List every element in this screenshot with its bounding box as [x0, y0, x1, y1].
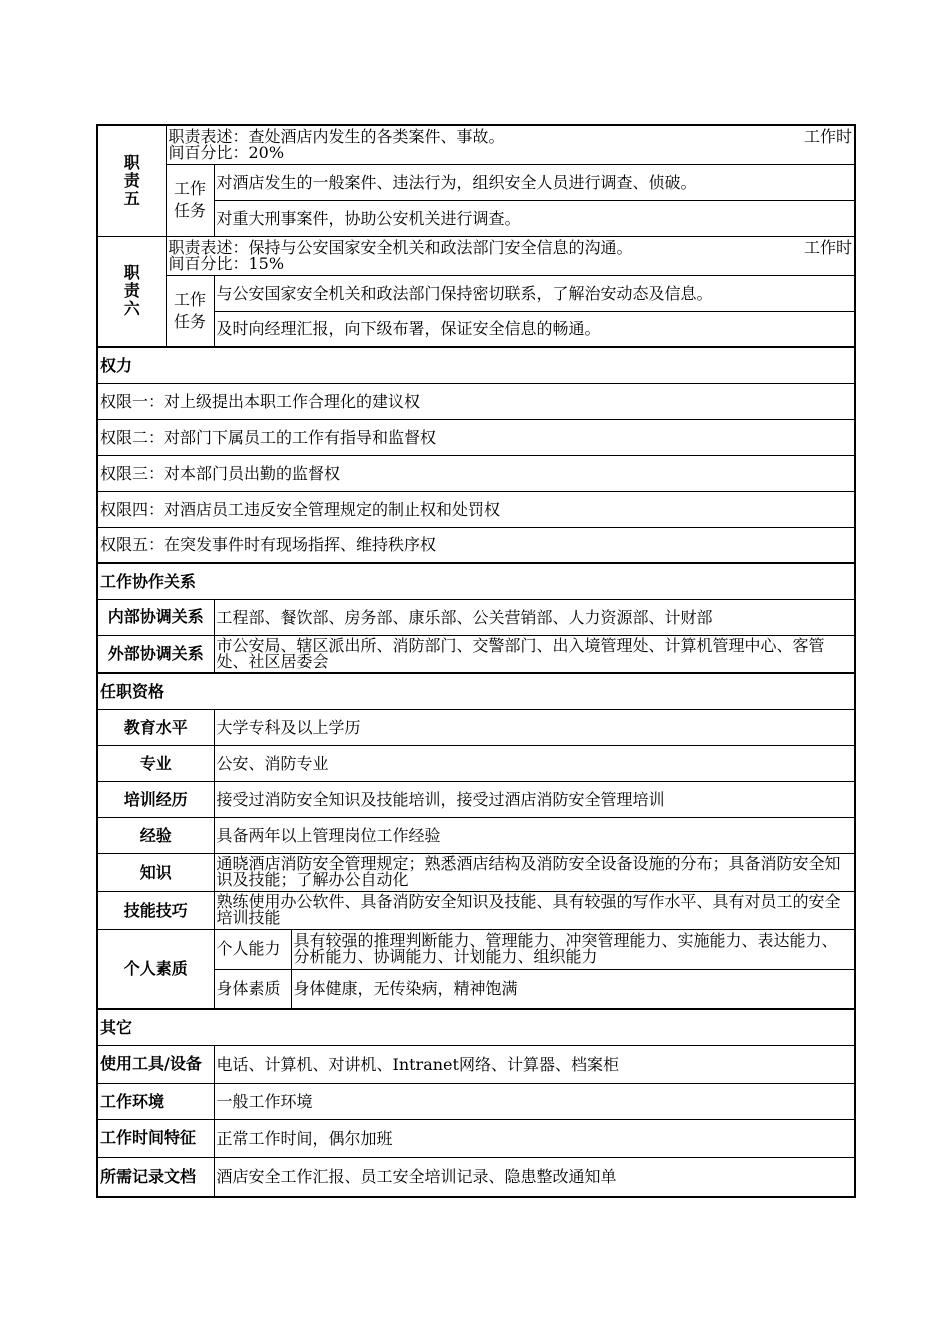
- work-time-value: 正常工作时间，偶尔加班: [214, 1119, 855, 1157]
- other-row: [97, 1157, 855, 1197]
- qualification-row: [97, 781, 855, 817]
- power-row: [97, 491, 855, 527]
- duty-6-task-1: 与公安国家安全机关和政法部门保持密切联系，了解治安动态及信息。: [214, 275, 855, 311]
- qualification-row: [97, 745, 855, 781]
- duty-6-pct-line: 间百分比：15%: [168, 253, 285, 273]
- other-row: [97, 1083, 855, 1119]
- personal-ability-row: [97, 929, 855, 969]
- power-item-2: 权限二：对部门下属员工的工作有指导和监督权: [97, 419, 855, 455]
- qualification-row: [97, 817, 855, 853]
- personal-quality-label: 个人素质: [97, 929, 214, 1009]
- personal-ability-label: 个人能力: [214, 929, 291, 969]
- environment-label: 工作环境: [97, 1083, 214, 1119]
- knowledge-label: 知识: [97, 853, 214, 891]
- records-value: 酒店安全工作汇报、员工安全培训记录、隐患整改通知单: [214, 1157, 855, 1197]
- power-row: [97, 527, 855, 563]
- qualification-row: [97, 853, 855, 891]
- major-value: 公安、消防专业: [214, 745, 855, 781]
- tools-label: 使用工具/设备: [97, 1045, 214, 1083]
- duty-6-desc-row: [97, 236, 855, 275]
- power-item-1: 权限一：对上级提出本职工作合理化的建议权: [97, 383, 855, 419]
- training-label: 培训经历: [97, 781, 214, 817]
- physical-quality-label: 身体素质: [214, 969, 291, 1009]
- internal-relations-value: 工程部、餐饮部、房务部、康乐部、公关营销部、人力资源部、计财部: [214, 599, 855, 635]
- qualifications-section-header: [97, 673, 855, 709]
- records-label: 所需记录文档: [97, 1157, 214, 1197]
- work-time-label: 工作时间特征: [97, 1119, 214, 1157]
- duty-6-task-label: 工作任务: [166, 275, 214, 347]
- education-value: 大学专科及以上学历: [214, 709, 855, 745]
- other-row: [97, 1119, 855, 1157]
- major-label: 专业: [97, 745, 214, 781]
- external-relations-value: 市公安局、辖区派出所、消防部门、交警部门、出入境管理处、计算机管理中心、客管处、社区居委会: [214, 635, 855, 673]
- duty-5-label: 职 责 五: [97, 125, 166, 236]
- skills-label: 技能技巧: [97, 891, 214, 929]
- power-row: [97, 419, 855, 455]
- job-description-table: [96, 124, 856, 1198]
- power-row: [97, 455, 855, 491]
- other-title: 其它: [97, 1009, 855, 1045]
- experience-value: 具备两年以上管理岗位工作经验: [214, 817, 855, 853]
- environment-value: 一般工作环境: [214, 1083, 855, 1119]
- duty-6-label: 职 责 六: [97, 236, 166, 347]
- duty-6-pct-label: 工作时: [804, 237, 853, 257]
- other-section-header: [97, 1009, 855, 1045]
- duty-5-description: [166, 125, 855, 164]
- duty-5-pct-label: 工作时: [804, 126, 853, 146]
- power-item-4: 权限四：对酒店员工违反安全管理规定的制止权和处罚权: [97, 491, 855, 527]
- experience-label: 经验: [97, 817, 214, 853]
- duty-6-description: [166, 236, 855, 275]
- skills-value: 熟练使用办公软件、具备消防安全知识及技能、具有较强的写作水平、具有对员工的安全培训技能: [214, 891, 855, 929]
- duty-5-desc-row: [97, 125, 855, 164]
- job-description-document: [96, 124, 854, 1198]
- relations-title: 工作协作关系: [97, 563, 855, 599]
- internal-relations-row: [97, 599, 855, 635]
- power-item-3: 权限三：对本部门员出勤的监督权: [97, 455, 855, 491]
- other-row: [97, 1045, 855, 1083]
- training-value: 接受过消防安全知识及技能培训，接受过酒店消防安全管理培训: [214, 781, 855, 817]
- physical-quality-value: 身体健康，无传染病，精神饱满: [291, 969, 855, 1009]
- qualifications-title: 任职资格: [97, 673, 855, 709]
- external-relations-label: 外部协调关系: [97, 635, 214, 673]
- education-label: 教育水平: [97, 709, 214, 745]
- personal-ability-value: 具有较强的推理判断能力、管理能力、冲突管理能力、实施能力、表达能力、分析能力、协调能力、计划能力、组织能力: [291, 929, 855, 969]
- relations-section-header: [97, 563, 855, 599]
- duty-6-task-2: 及时向经理汇报，向下级布署，保证安全信息的畅通。: [214, 311, 855, 347]
- duty-5-desc-text: 职责表述：查处酒店内发生的各类案件、事故。: [168, 126, 505, 146]
- qualification-row: [97, 709, 855, 745]
- duty-5-pct-line: 间百分比：20%: [168, 142, 285, 162]
- knowledge-value: 通晓酒店消防安全管理规定；熟悉酒店结构及消防安全设备设施的分布；具备消防安全知识及技能；了解办公自动化: [214, 853, 855, 891]
- duty-6-task-row: [97, 275, 855, 311]
- power-row: [97, 383, 855, 419]
- power-section-header: [97, 347, 855, 383]
- duty-5-task-row: [97, 164, 855, 200]
- power-item-5: 权限五：在突发事件时有现场指挥、维持秩序权: [97, 527, 855, 563]
- internal-relations-label: 内部协调关系: [97, 599, 214, 635]
- power-title: 权力: [97, 347, 855, 383]
- external-relations-row: [97, 635, 855, 673]
- qualification-row: [97, 891, 855, 929]
- duty-6-desc-text: 职责表述：保持与公安国家安全机关和政法部门安全信息的沟通。: [168, 237, 633, 257]
- duty-5-task-1: 对酒店发生的一般案件、违法行为，组织安全人员进行调查、侦破。: [214, 164, 855, 200]
- tools-value: 电话、计算机、对讲机、Intranet网络、计算器、档案柜: [214, 1045, 855, 1083]
- duty-5-task-2: 对重大刑事案件，协助公安机关进行调查。: [214, 200, 855, 236]
- duty-5-task-label: 工作任务: [166, 164, 214, 236]
